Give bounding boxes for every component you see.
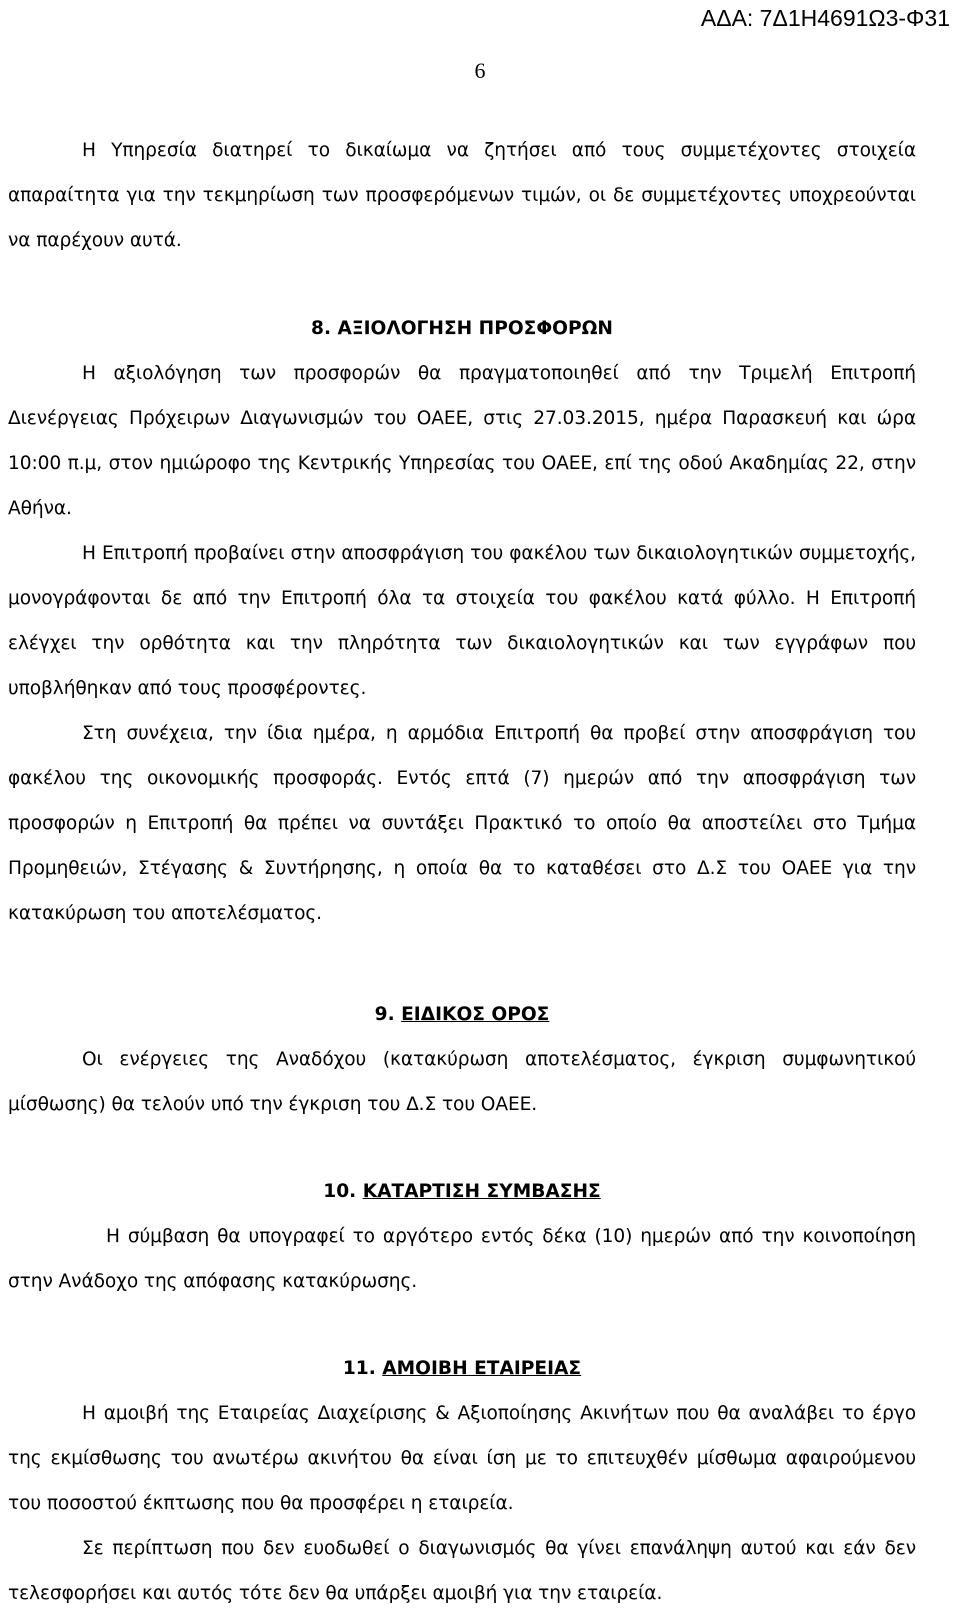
section-9-paragraph: Οι ενέργειες της Αναδόχου (κατακύρωση αποτελέσματος, έγκριση συμφωνητικού μίσθωσης) θα τελούν υπό την έγκριση του Δ.Σ του ΟΑΕΕ.	[8, 1049, 916, 1115]
ada-code: ΑΔΑ: 7Δ1Η4691Ω3-Φ31	[700, 5, 950, 31]
spacer	[8, 263, 916, 306]
spacer	[8, 1127, 916, 1169]
section-8-paragraph-1: Η αξιολόγηση των προσφορών θα πραγματοποιηθεί από την Τριμελή Επιτροπή Διενέργειας Πρόχειρων Διαγωνισμών του ΟΑΕΕ, στις 27.03.2015, ημέρα Παρασκευή και ώρα 10:00 π.μ, στον ημιώροφο της Κεντρικής Υπηρεσίας του ΟΑΕΕ, επί της οδού Ακαδημίας 22, στην Αθήνα.	[8, 363, 916, 519]
section-10-number: 10.	[323, 1181, 363, 1202]
section-11-number: 11.	[342, 1358, 383, 1379]
section-10-title: ΚΑΤΑΡΤΙΣΗ ΣΥΜΒΑΣΗΣ	[362, 1181, 601, 1202]
section-9-title: ΕΙΔΙΚΟΣ ΟΡΟΣ	[401, 1004, 550, 1025]
section-9-heading	[8, 992, 916, 1037]
intro-paragraph: Η Υπηρεσία διατηρεί το δικαίωμα να ζητήσει από τους συμμετέχοντες στοιχεία απαραίτητα για την τεκμηρίωση των προσφερόμενων τιμών, οι δε συμμετέχοντες υποχρεούνται να παρέχουν αυτά.	[8, 140, 916, 251]
section-11-heading	[8, 1346, 916, 1391]
section-10-paragraph: Η σύμβαση θα υπογραφεί το αργότερο εντός δέκα (10) ημερών από την κοινοποίηση στην Ανάδοχο της απόφασης κατακύρωσης.	[8, 1226, 916, 1292]
page-number: 6	[474, 58, 486, 83]
section-11-paragraph-2: Σε περίπτωση που δεν ευοδωθεί ο διαγωνισμός θα γίνει επανάληψη αυτού και εάν δεν τελεσφορήσει και αυτός τότε δεν θα υπάρξει αμοιβή για την εταιρεία.	[8, 1538, 916, 1604]
section-8-heading: 8. ΑΞΙΟΛΟΓΗΣΗ ΠΡΟΣΦΟΡΩΝ	[311, 318, 613, 339]
spacer	[8, 1304, 916, 1346]
section-11-title: ΑΜΟΙΒΗ ΕΤΑΙΡΕΙΑΣ	[382, 1358, 582, 1379]
document-body	[8, 128, 916, 1616]
spacer	[8, 936, 916, 992]
section-8-paragraph-2: Η Επιτροπή προβαίνει στην αποσφράγιση του φακέλου των δικαιολογητικών συμμετοχής, μονογράφονται δε από την Επιτροπή όλα τα στοιχεία του φακέλου κατά φύλλο. Η Επιτροπή ελέγχει την ορθότητα και την πληρότητα των δικαιολογητικών και των εγγράφων που υποβλήθηκαν από τους προσφέροντες.	[8, 543, 916, 699]
section-10-heading	[8, 1169, 916, 1214]
section-9-number: 9.	[374, 1004, 402, 1025]
section-11-paragraph-1: Η αμοιβή της Εταιρείας Διαχείρισης & Αξιοποίησης Ακινήτων που θα αναλάβει το έργο της εκμίσθωσης του ανωτέρω ακινήτου θα είναι ίση με το επιτευχθέν μίσθωμα αφαιρούμενου του ποσοστού έκπτωσης που θα προσφέρει η εταιρεία.	[8, 1403, 916, 1514]
section-8-paragraph-3: Στη συνέχεια, την ίδια ημέρα, η αρμόδια Επιτροπή θα προβεί στην αποσφράγιση του φακέλου της οικονομικής προσφοράς. Εντός επτά (7) ημερών από την αποσφράγιση των προσφορών η Επιτροπή θα πρέπει να συντάξει Πρακτικό το οποίο θα αποστείλει στο Τμήμα Προμηθειών, Στέγασης & Συντήρησης, η οποία θα το καταθέσει στο Δ.Σ του ΟΑΕΕ για την κατακύρωση του αποτελέσματος.	[8, 723, 916, 924]
